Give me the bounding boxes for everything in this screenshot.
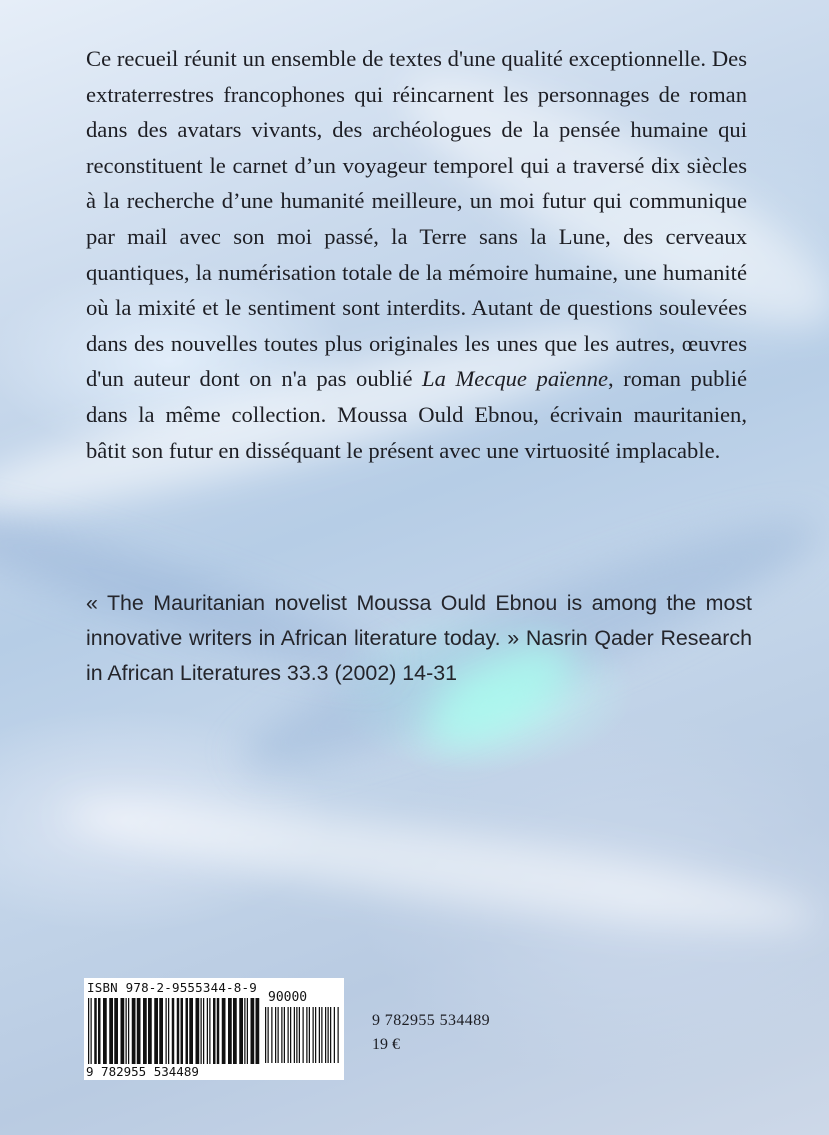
barcode-bar bbox=[284, 1007, 285, 1063]
barcode-bar bbox=[168, 998, 169, 1064]
barcode-bar bbox=[328, 1007, 329, 1063]
barcode-bar bbox=[132, 998, 136, 1064]
barcode-bar bbox=[201, 998, 202, 1064]
barcode-bar bbox=[233, 998, 237, 1064]
barcode-bar bbox=[166, 998, 167, 1064]
barcode-addon-bars bbox=[264, 1007, 340, 1063]
barcode-bar bbox=[275, 1007, 276, 1063]
barcode-bar bbox=[222, 998, 226, 1064]
barcode-isbn-label: ISBN 978-2-9555344-8-9 bbox=[87, 980, 257, 995]
barcode-bars bbox=[87, 998, 261, 1064]
barcode-bar bbox=[288, 1007, 289, 1063]
barcode-bar bbox=[338, 1007, 339, 1063]
barcode-bar bbox=[294, 1007, 295, 1063]
blurb-intro: Ce recueil réunit un ensemble de textes d'une qualité exceptionnelle. Des extraterrestres francophones qui réincarnent les personnages de roman dans des avatars vivants, des archéologues de la pensée humaine qui reconstituent le carnet d’un voyageur temporel qui a traversé dix siècles à la recherche d’une humanité meilleure, un moi futur qui communique par mail avec son moi passé, la Terre sans la Lune, des cerveaux quantiques, la numérisation totale de la mémoire humaine, une humanité où la mixité et le sentiment sont interdits. Autant de questions soulevées dans des nouvelles toutes plus originales les unes que les autres, œuvres d'un auteur dont on n'a pas oublié bbox=[86, 46, 747, 392]
barcode-bar bbox=[299, 1007, 300, 1063]
barcode-bar bbox=[319, 1007, 320, 1063]
barcode-bar bbox=[159, 998, 163, 1064]
barcode-bar bbox=[290, 1007, 291, 1063]
barcode-bar bbox=[128, 998, 129, 1064]
barcode-bar bbox=[148, 998, 152, 1064]
barcode bbox=[84, 978, 344, 1080]
barcode-bar bbox=[303, 1007, 304, 1063]
barcode-bar bbox=[207, 998, 208, 1064]
barcode-bar bbox=[172, 998, 175, 1064]
barcode-bar bbox=[181, 998, 184, 1064]
barcode-bar bbox=[309, 1007, 310, 1063]
barcode-bar bbox=[281, 1007, 282, 1063]
barcode-bar bbox=[268, 1007, 269, 1063]
barcode-bar bbox=[271, 1007, 272, 1063]
barcode-bar bbox=[109, 998, 113, 1064]
barcode-bar bbox=[126, 998, 127, 1064]
barcode-bar bbox=[321, 1007, 322, 1063]
isbn-number: 9 782955 534489 bbox=[372, 1012, 490, 1029]
barcode-bar bbox=[228, 998, 232, 1064]
barcode-digits: 9 782955 534489 bbox=[86, 1064, 199, 1079]
barcode-bar bbox=[203, 998, 204, 1064]
barcode-bar bbox=[121, 998, 125, 1064]
barcode-bar bbox=[91, 998, 92, 1064]
blurb-outro: , roman publié dans la même collection. Moussa Ould Ebnou, écrivain mauritanien, bâtit son futur en disséquant le présent avec une virtuosité implacable. bbox=[86, 366, 747, 463]
barcode-bar bbox=[278, 1007, 279, 1063]
book-title-italic: La Mecque païenne bbox=[422, 366, 609, 392]
barcode-bar bbox=[154, 998, 158, 1064]
barcode-bar bbox=[186, 998, 189, 1064]
barcode-bar bbox=[213, 998, 216, 1064]
barcode-bar bbox=[313, 1007, 314, 1063]
barcode-bar bbox=[94, 998, 97, 1064]
barcode-bar bbox=[114, 998, 118, 1064]
barcode-bar bbox=[256, 998, 260, 1064]
barcode-bar bbox=[244, 998, 245, 1064]
barcode-bar bbox=[217, 998, 220, 1064]
barcode-bar bbox=[247, 998, 248, 1064]
barcode-bar bbox=[137, 998, 141, 1064]
barcode-bar bbox=[325, 1007, 326, 1063]
barcode-bar bbox=[189, 998, 193, 1064]
barcode-addon-code: 90000 bbox=[268, 990, 308, 1005]
barcode-bar bbox=[306, 1007, 307, 1063]
barcode-bar bbox=[296, 1007, 297, 1063]
barcode-bar bbox=[196, 998, 200, 1064]
barcode-bar bbox=[334, 1007, 335, 1063]
barcode-bar bbox=[239, 998, 243, 1064]
barcode-bar bbox=[209, 998, 210, 1064]
barcode-bar bbox=[88, 998, 89, 1064]
barcode-bar bbox=[315, 1007, 316, 1063]
barcode-bar bbox=[103, 998, 107, 1064]
review-quote: « The Mauritanian novelist Moussa Ould Ebnou is among the most innovative writers in African literature today. » Nasrin Qader Research in African Literatures 33.3 (2002) 14-31 bbox=[86, 591, 752, 685]
barcode-bar bbox=[177, 998, 180, 1064]
barcode-bar bbox=[251, 998, 255, 1064]
barcode-bar bbox=[98, 998, 101, 1064]
price: 19 € bbox=[372, 1036, 400, 1053]
barcode-bar bbox=[330, 1007, 331, 1063]
barcode-bar bbox=[143, 998, 147, 1064]
blurb-paragraph bbox=[86, 41, 747, 468]
background-streak bbox=[59, 777, 821, 952]
barcode-bar bbox=[265, 1007, 266, 1063]
